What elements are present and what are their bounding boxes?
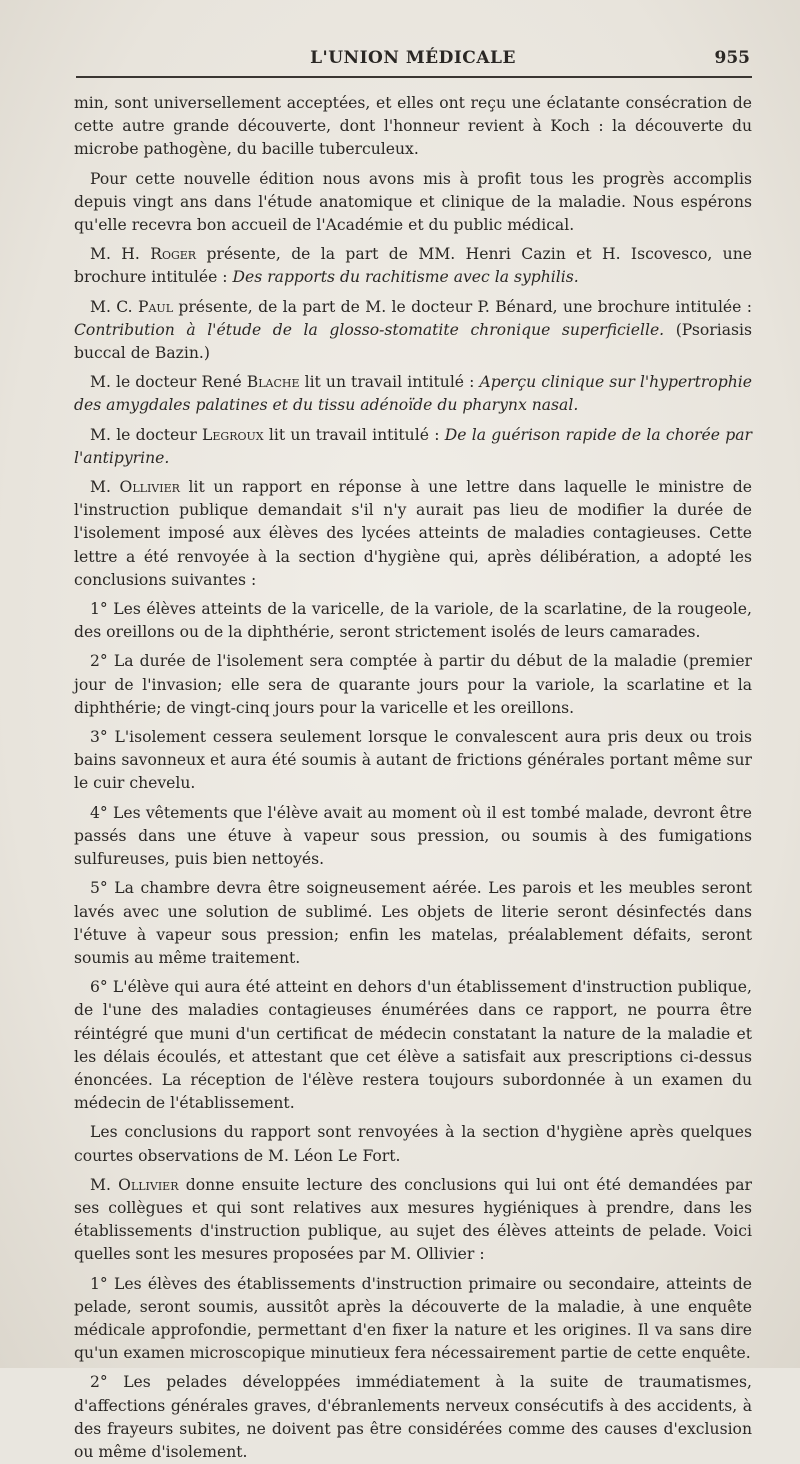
text-run: donne ensuite lecture des conclusions qui lui ont été demandées par ses collègues et qui sont relatives aux mesures hygiéniques à prendre, dans les établissements d'instruction publique, au sujet des élèves atteints de pelade. Voici quelles sont les mesures proposées par M. Ollivier : [74, 1175, 752, 1264]
author-name: Blache [246, 373, 300, 392]
work-title: De la guérison rapide de la chorée par l'antipyrine. [74, 425, 752, 467]
text-run: (Psoriasis buccal de Bazin.) [74, 320, 752, 363]
text-run: M. [90, 478, 120, 497]
text-run: présente, de la part de M. le docteur P. Bénard, une brochure intitulée : [173, 297, 752, 316]
numbered-item: 1° Les élèves atteints de la varicelle, de la variole, de la scarlatine, de la rougeole, des oreillons ou de la diphthérie, seront strictement isolés de leurs camarades. [74, 600, 752, 642]
running-title: L'UNION MÉDICALE [310, 48, 516, 68]
author-name: Legroux [202, 425, 264, 444]
text-run: lit un travail intitulé : [299, 373, 480, 392]
numbered-item: 4° Les vêtements que l'élève avait au moment où il est tombé malade, devront être passés dans une étuve à vapeur sous pression, ou soumis à des fumigations sulfureuses, puis bien nettoyés. [74, 803, 752, 869]
work-title: Aperçu clinique sur l'hypertrophie des amygdales palatines et du tissu adénoïde du pharynx nasal. [74, 373, 752, 415]
text-run: M. [90, 1175, 119, 1194]
numbered-item: 3° L'isolement cessera seulement lorsque le convalescent aura pris deux ou trois bains savonneux et aura été soumis à autant de frictions générales portant même sur le cuir chevelu. [74, 728, 752, 793]
author-name: Paul [137, 297, 173, 316]
text-run: M. C. [90, 297, 138, 316]
numbered-item: 5° La chambre devra être soigneusement aérée. Les parois et les meubles seront lavés avec une solution de sublimé. Les objets de literie seront désinfectés dans l'étuve à vapeur sous pression; enfin les matelas, préalablement défaits, seront soumis au même traitement. [74, 879, 752, 967]
numbered-item: 2° Les pelades développées immédiatement à la suite de traumatismes, d'affections générales graves, d'ébranlements nerveux consécutifs à des accidents, à des frayeurs subites, ne doivent pas être considérées comme des causes d'exclusion ou même d'isolement. [74, 1373, 752, 1461]
header-rule [76, 76, 752, 78]
text-run: lit un travail intitulé : [263, 425, 445, 444]
paragraph: Les conclusions du rapport sont renvoyées à la section d'hygiène après quelques courtes observations de M. Léon Le Fort. [74, 1123, 752, 1165]
numbered-item: 2° La durée de l'isolement sera comptée à partir du début de la maladie (premier jour de l'invasion; elle sera de quarante jours pour la variole, la scarlatine et la diphthérie; de vingt-cinq jours pour la varicelle et les oreillons. [74, 652, 752, 717]
numbered-item: 6° L'élève qui aura été atteint en dehors d'un établissement d'instruction publique, de l'une des maladies contagieuses énumérées dans ce rapport, ne pourra être réintégré que muni d'un certificat de médecin constatant la nature de la maladie et les délais écoulés, et attestant que cet élève a satisfait aux prescriptions ci-dessus énoncées. La réception de l'élève restera toujours subordonnée à un examen du médecin de l'établissement. [74, 978, 752, 1113]
work-title: Contribution à l'étude de la glosso-stomatite chronique superficielle. [74, 320, 665, 339]
text-run: présente, de la part de MM. Henri Cazin et H. Iscovesco, une brochure intitulée : [74, 245, 752, 287]
paragraph: Pour cette nouvelle édition nous avons mis à profit tous les progrès accomplis depuis vingt ans dans l'étude anatomique et clinique de la maladie. Nous espérons qu'elle recevra bon accueil de l'Académie et du public médical. [74, 169, 752, 235]
paragraph [74, 296, 752, 366]
paragraph [74, 371, 752, 417]
numbered-item: 1° Les élèves des établissements d'instruction primaire ou secondaire, atteints de pelade, seront soumis, aussitôt après la découverte de la maladie, à une enquête médicale approfondie, permettant d'en fixer la nature et les origines. Il va sans dire qu'un examen microscopique minutieux fera nécessairement partie de cette enquête. [74, 1274, 752, 1363]
page-number: 955 [714, 48, 750, 68]
page-header [74, 44, 752, 74]
paragraph [74, 1174, 752, 1267]
work-title: Des rapports du rachitisme avec la syphilis. [232, 268, 579, 287]
paragraph: min, sont universellement acceptées, et elles ont reçu une éclatante consécration de cette autre grande découverte, dont l'honneur revient à Koch : la découverte du microbe pathogène, du bacille tuberculeux. [74, 94, 752, 159]
author-name: Roger [150, 245, 197, 264]
article-body [74, 92, 752, 1464]
author-name: Ollivier [118, 1175, 179, 1194]
text-run: M. H. [90, 245, 151, 264]
text-run: M. le docteur René [90, 373, 247, 392]
text-run: M. le docteur [90, 425, 203, 444]
paragraph [74, 476, 752, 592]
paragraph [74, 243, 752, 289]
author-name: Ollivier [119, 478, 180, 497]
text-run: lit un rapport en réponse à une lettre dans laquelle le ministre de l'instruction publique demandait s'il n'y aurait pas lieu de modifier la durée de l'isolement imposé aux élèves des lycées atteints de maladies contagieuses. Cette lettre a été renvoyée à la section d'hygiène qui, après délibération, a adopté les conclusions suivantes : [74, 478, 752, 589]
paragraph [74, 424, 752, 470]
